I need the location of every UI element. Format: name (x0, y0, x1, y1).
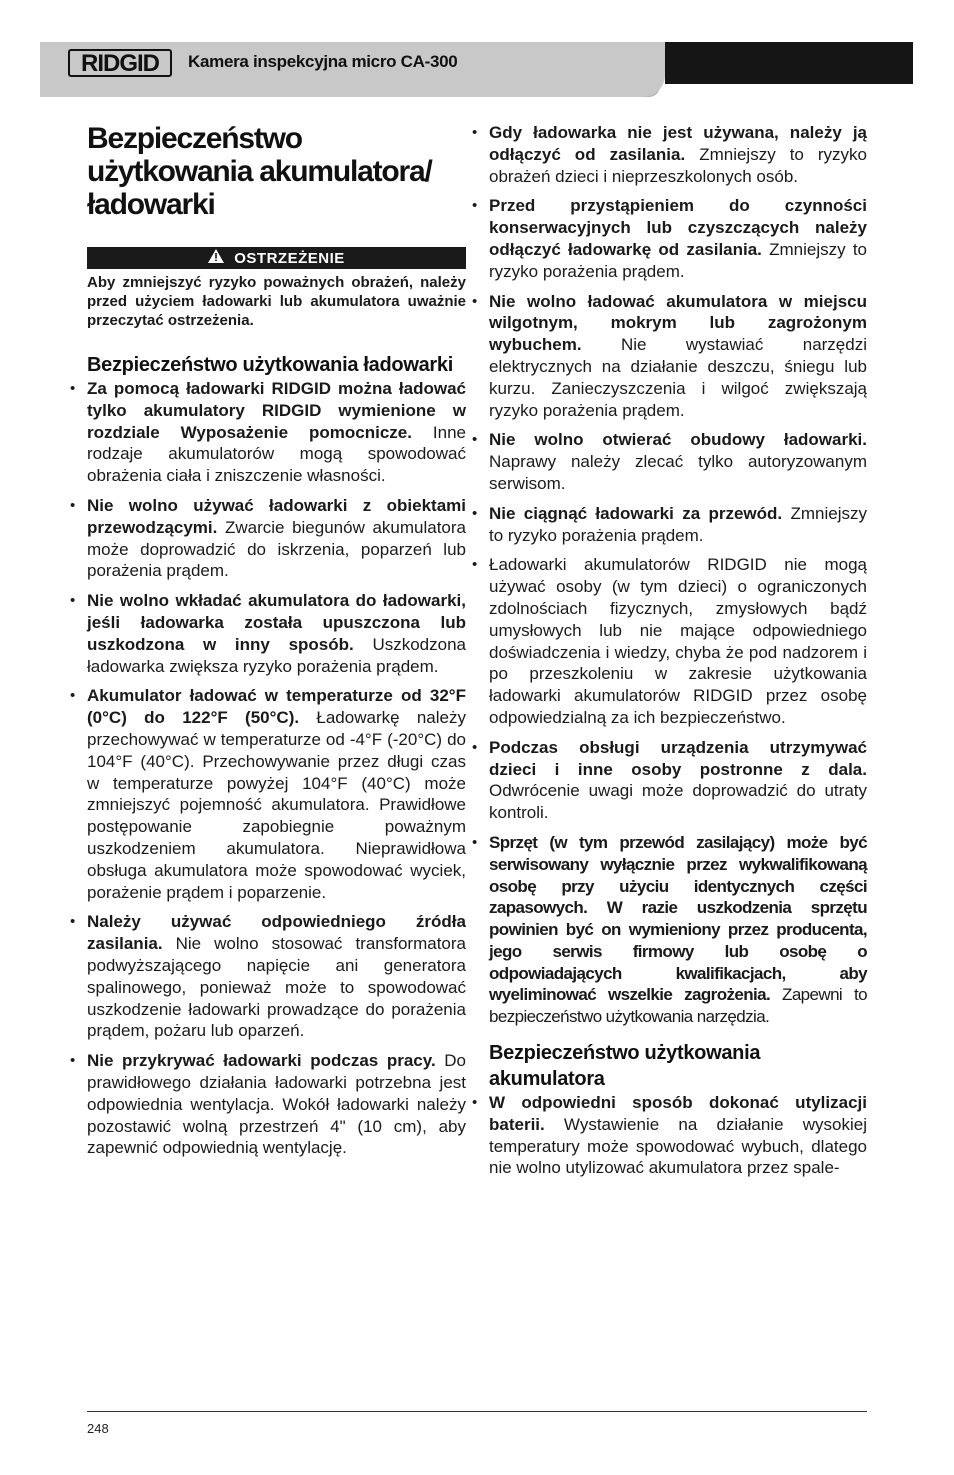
charger-list-left (87, 378, 466, 1159)
header-title: Kamera inspekcyjna micro CA-300 (188, 52, 458, 71)
battery-list (489, 1092, 867, 1179)
ridgid-logo (68, 48, 172, 78)
list-item: • Nie wolno używać ładowarki z obiektami przewodzącymi. Zwarcie biegunów akumulatora może doprowadzić do iskrzenia, poparzeń lub porażenia prądem. (87, 495, 466, 582)
charger-list-right (489, 122, 867, 1028)
page-heading: Bezpieczeństwo użytkowania akumulatora/ładowarki (87, 122, 432, 221)
list-item: • Nie wolno otwierać obudowy ładowarki. Naprawy należy zlecać tylko autoryzowanym serwisom. (489, 429, 867, 494)
warning-label: OSTRZEŻENIE (234, 249, 345, 267)
charger-section-title: Bezpieczeństwo użytkowania ładowarki (87, 354, 453, 376)
list-item: • Nie wolno ładować akumulatora w miejscu wilgotnym, mokrym lub zagrożonym wybuchem. Nie wystawiać narzędzi elektrycznych na działanie deszczu, śniegu lub kurzu. Zanieczyszczenia i wilgoć zwiększają ryzyko porażenia prądem. (489, 291, 867, 422)
list-item: • Nie przykrywać ładowarki podczas pracy. Do prawidłowego działania ładowarki potrzebna jest odpowiednia wentylacja. Wokół ładowarki należy pozostawić wolną przestrzeń 4" (10 cm), aby zapewnić odpowiednią wentylację. (87, 1050, 466, 1159)
page-number: 248 (87, 1421, 109, 1436)
list-item: • Gdy ładowarka nie jest używana, należy ją odłączyć od zasilania. Zmniejszy to ryzyko obrażeń dzieci i nieprzeszkolonych osób. (489, 122, 867, 187)
warning-text: Aby zmniejszyć ryzyko poważnych obrażeń, należy przed użyciem ładowarki lub akumulatora uważnie przeczytać ostrzeżenia. (87, 274, 466, 329)
warning-triangle-icon (208, 249, 224, 267)
list-item: • Ładowarki akumulatorów RIDGID nie mogą używać osoby (w tym dzieci) o ograniczonych zdolnościach fizycznych, zmysłowych bądź umysłowych lub nie mające odpowiedniego doświadczenia i wiedzy, chyba że pod nadzorem i po przeszkoleniu w zakresie użytkowania ładowarki akumulatorów RIDGID przez osobę odpowiedzialną za ich bezpieczeństwo. (489, 554, 867, 728)
list-item: • Przed przystąpieniem do czynności konserwacyjnych lub czyszczących należy odłączyć ładowarkę od zasilania. Zmniejszy to ryzyko porażenia prądem. (489, 195, 867, 282)
right-column (489, 122, 867, 1187)
list-item: • Sprzęt (w tym przewód zasilający) może być serwisowany wyłącznie przez wykwalifikowaną osobę przy użyciu identycznych części zapasowych. W razie uszkodzenia sprzętu powinien być on wymieniony przez producenta, jego serwis firmowy lub osobę o odpowiadających kwalifikacjach, aby wyeliminować wszelkie zagrożenia. Zapewni to bezpieczeństwo użytkowania narzędzia. (489, 832, 867, 1028)
header-black-block (665, 42, 913, 84)
list-item: • W odpowiedni sposób dokonać utylizacji baterii. Wystawienie na działanie wysokiej temperatury może spowodować wybuch, dlatego nie wolno utylizować akumulatora przez spale- (489, 1092, 867, 1179)
list-item: • Za pomocą ładowarki RIDGID można ładować tylko akumulatory RIDGID wymienione w rozdziale Wyposażenie pomocnicze. Inne rodzaje akumulatorów mogą spowodować obrażenia ciała i zniszczenie własności. (87, 378, 466, 487)
battery-section-title: Bezpieczeństwo użytkowania akumulatora (489, 1042, 761, 1091)
svg-text:RIDGID: RIDGID (81, 50, 159, 77)
list-item: • Akumulator ładować w temperaturze od 32°F (0°C) do 122°F (50°C). Ładowarkę należy przechowywać w temperaturze od -4°F (-20°C) do 104°F (40°C). Przechowywanie przez długi czas w temperaturze powyżej 104°F (40°C) może zmniejszyć pojemność akumulatora. Prawidłowe postępowanie zapobiegnie poważnym uszkodzeniem akumulatora. Nieprawidłowa obsługa akumulatora może spowodować wyciek, porażenie prądem i poparzenie. (87, 685, 466, 903)
list-item: • Nie wolno wkładać akumulatora do ładowarki, jeśli ładowarka została upuszczona lub uszkodzona w inny sposób. Uszkodzona ładowarka zwiększa ryzyko porażenia prądem. (87, 590, 466, 677)
list-item: • Nie ciągnąć ładowarki za przewód. Zmniejszy to ryzyko porażenia prądem. (489, 503, 867, 547)
warning-bar (87, 247, 466, 269)
list-item: • Należy używać odpowiedniego źródła zasilania. Nie wolno stosować transformatora podwyższającego napięcie ani generatora spalinowego, ponieważ może to spowodować uszkodzenie ładowarki prowadzące do porażenia prądem, pożaru lub oparzeń. (87, 911, 466, 1042)
footer-rule (87, 1411, 867, 1412)
list-item: • Podczas obsługi urządzenia utrzymywać dzieci i inne osoby postronne z dala. Odwrócenie uwagi może doprowadzić do utraty kontroli. (489, 737, 867, 824)
left-column (87, 122, 466, 1167)
